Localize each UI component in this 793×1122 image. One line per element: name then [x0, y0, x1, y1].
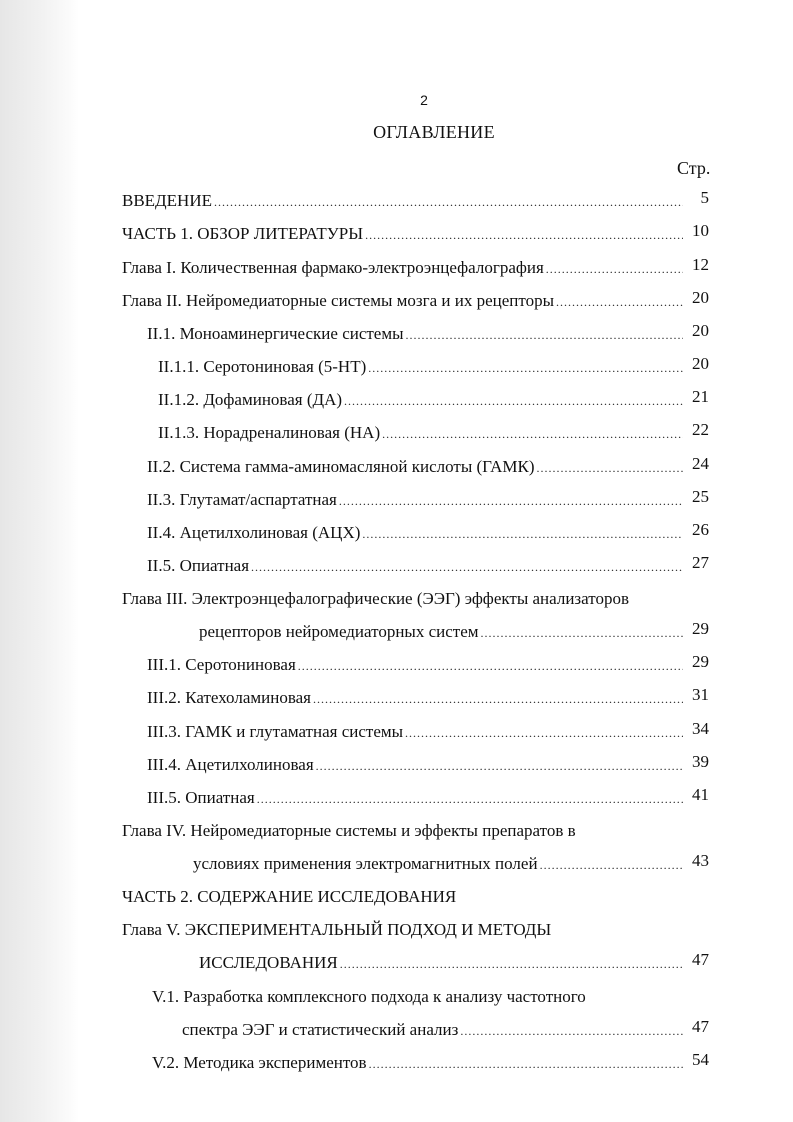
toc-entry-title: III.1. Серотониновая — [147, 655, 296, 674]
toc-entry-page: 41 — [692, 785, 709, 804]
toc-entry-page: 29 — [692, 652, 709, 671]
leader-dots — [339, 489, 683, 513]
toc-entry-title: Глава IV. Нейромедиаторные системы и эффекты препаратов в — [122, 821, 576, 840]
toc-entry-title: спектра ЭЭГ и статистический анализ — [182, 1020, 459, 1039]
toc-entry — [0, 819, 793, 843]
leader-dots — [382, 422, 683, 446]
leader-dots — [405, 721, 683, 745]
toc-entry — [0, 951, 793, 975]
leader-dots — [369, 1052, 683, 1076]
toc-entry-title: ВВЕДЕНИЕ — [122, 191, 212, 210]
toc-entry-title: II.1.2. Дофаминовая (ДА) — [158, 390, 343, 409]
toc-entry-page: 39 — [692, 752, 709, 771]
toc-entry-page: 10 — [692, 221, 709, 240]
toc-entry — [0, 720, 793, 744]
toc-entry-title: II.1.3. Норадреналиновая (НА) — [158, 423, 381, 442]
toc-entry-page: 20 — [692, 354, 709, 373]
toc-entry — [0, 885, 793, 909]
toc-entry — [0, 256, 793, 280]
leader-dots — [251, 555, 683, 579]
toc-entry-title: V.2. Методика экспериментов — [152, 1053, 367, 1072]
toc-entry-page: 22 — [692, 420, 709, 439]
toc-entry-title: Глава II. Нейромедиаторные системы мозга и их рецепторы — [122, 291, 554, 310]
toc-entry — [0, 421, 793, 445]
leader-dots — [546, 257, 683, 281]
toc-entry-title: II.2. Система гамма-аминомасляной кислоты (ГАМК) — [147, 457, 535, 476]
leader-dots — [368, 356, 683, 380]
toc-entry — [0, 322, 793, 346]
toc-entry-page: 29 — [692, 619, 709, 638]
toc-entry-title: условиях применения электромагнитных полей — [193, 854, 538, 873]
toc-entry — [0, 1051, 793, 1075]
toc-entry — [0, 355, 793, 379]
leader-dots — [556, 290, 683, 314]
page-number: 2 — [420, 92, 428, 108]
leader-dots — [537, 456, 683, 480]
toc-entry-title: ИССЛЕДОВАНИЯ — [199, 953, 338, 972]
leader-dots — [365, 223, 683, 247]
toc-entry — [0, 620, 793, 644]
toc-entry — [0, 455, 793, 479]
toc-entry-title: III.5. Опиатная — [147, 788, 255, 807]
toc-title: ОГЛАВЛЕНИЕ — [373, 122, 495, 142]
toc-entry-title: Глава V. ЭКСПЕРИМЕНТАЛЬНЫЙ ПОДХОД И МЕТОДЫ — [122, 920, 552, 939]
toc-entry-title: Глава III. Электроэнцефалографические (ЭЭГ) эффекты анализаторов — [122, 589, 629, 608]
toc-entry — [0, 1018, 793, 1042]
toc-entry — [0, 189, 793, 213]
toc-entry-title: V.1. Разработка комплексного подхода к анализу частотного — [152, 987, 586, 1006]
toc-entry-title: II.1. Моноаминергические системы — [147, 324, 404, 343]
leader-dots — [313, 687, 683, 711]
toc-entry — [0, 918, 793, 942]
leader-dots — [362, 522, 683, 546]
toc-entry — [0, 653, 793, 677]
leader-dots — [481, 621, 683, 645]
toc-entry-title: ЧАСТЬ 2. СОДЕРЖАНИЕ ИССЛЕДОВАНИЯ — [122, 887, 457, 906]
toc-entry-page: 54 — [692, 1050, 709, 1069]
toc-entry — [0, 488, 793, 512]
toc-entry-title: ЧАСТЬ 1. ОБЗОР ЛИТЕРАТУРЫ — [122, 224, 364, 243]
toc-entry — [0, 985, 793, 1009]
toc-entry-title: II.5. Опиатная — [147, 556, 250, 575]
toc-entry-page: 34 — [692, 719, 709, 738]
leader-dots — [340, 952, 683, 976]
toc-entry — [0, 753, 793, 777]
leader-dots — [298, 654, 683, 678]
toc-entry-page: 47 — [692, 950, 709, 969]
toc-entry-page: 12 — [692, 255, 709, 274]
toc-entry-page: 26 — [692, 520, 709, 539]
toc-entry-page: 20 — [692, 288, 709, 307]
toc-entry-title: II.1.1. Серотониновая (5-НТ) — [158, 357, 367, 376]
toc-entry-page: 47 — [692, 1017, 709, 1036]
toc-entry — [0, 852, 793, 876]
toc-entry-title: II.4. Ацетилхолиновая (АЦХ) — [147, 523, 361, 542]
toc-entry — [0, 786, 793, 810]
page-column-label: Стр. — [677, 158, 711, 178]
toc-entry — [0, 521, 793, 545]
toc-entry-title: III.2. Катехоламиновая — [147, 688, 311, 707]
leader-dots — [406, 323, 683, 347]
toc-entry — [0, 587, 793, 611]
toc-entry-title: Глава I. Количественная фармако-электроэнцефалография — [122, 258, 544, 277]
leader-dots — [460, 1019, 683, 1043]
toc-entry — [0, 686, 793, 710]
toc-entry-page: 25 — [692, 487, 709, 506]
toc-entry — [0, 388, 793, 412]
toc-entry — [0, 222, 793, 246]
toc-entry — [0, 289, 793, 313]
toc-entry-page: 21 — [692, 387, 709, 406]
leader-dots — [316, 754, 683, 778]
leader-dots — [344, 389, 683, 413]
toc-entry — [0, 554, 793, 578]
toc-entry-title: III.4. Ацетилхолиновая — [147, 755, 314, 774]
toc-entry-page: 24 — [692, 454, 709, 473]
toc-entry-page: 20 — [692, 321, 709, 340]
toc-entry-title: II.3. Глутамат/аспартатная — [147, 490, 337, 509]
toc-entry-title: III.3. ГАМК и глутаматная системы — [147, 722, 404, 741]
leader-dots — [540, 853, 683, 877]
toc-entry-title: рецепторов нейромедиаторных систем — [199, 622, 479, 641]
toc-entry-page: 27 — [692, 553, 709, 572]
leader-dots — [257, 787, 683, 811]
leader-dots — [214, 190, 683, 214]
toc-entry-page: 31 — [692, 685, 709, 704]
toc-entry-page: 5 — [700, 188, 709, 207]
toc-entry-page: 43 — [692, 851, 709, 870]
